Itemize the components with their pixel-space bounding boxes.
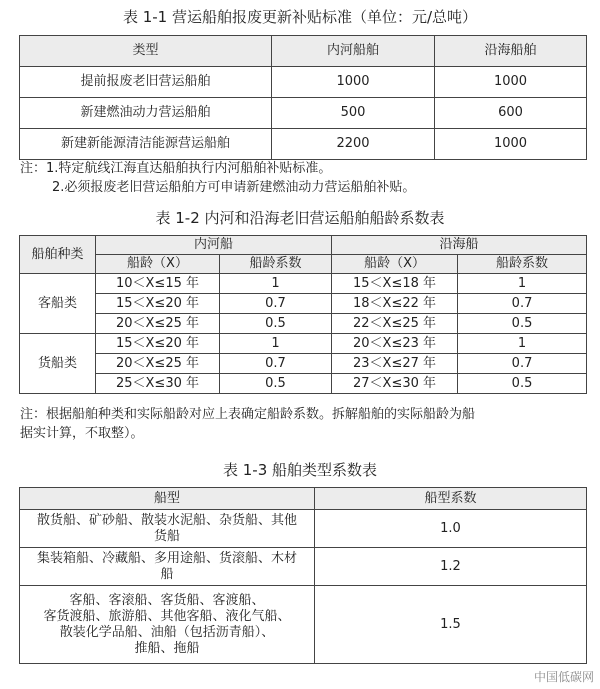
table3-text-line: 推船、拖船 [134, 640, 200, 656]
table2-cell: 0.5 [220, 314, 332, 334]
table-row [20, 274, 587, 294]
table3-header-shiptype: 船型 [20, 488, 315, 510]
table1-cell: 500 [272, 98, 435, 129]
table2-cell: 10＜X≤15 年 [96, 274, 220, 294]
table2-header-inland: 内河船 [96, 236, 332, 255]
table1-cell: 新建燃油动力营运船舶 [20, 98, 272, 129]
table3-text-line: 船 [160, 566, 174, 582]
table2-cell: 1 [220, 274, 332, 294]
table2-cell: 0.7 [458, 354, 587, 374]
table-row [20, 510, 587, 548]
table2-subheader-age: 船龄（X） [96, 255, 220, 274]
table1-header-type: 类型 [20, 36, 272, 67]
table2-subheader-row [20, 255, 587, 274]
table2-cell: 0.5 [458, 374, 587, 394]
table1-cell: 1000 [435, 67, 587, 98]
table3-text-line: 客货渡船、旅游船、其他客船、液化气船、 [43, 608, 291, 624]
table2-cell: 15＜X≤20 年 [96, 294, 220, 314]
table1-cell: 新建新能源清洁能源营运船舶 [20, 129, 272, 160]
table1-note-2: 2.必须报废老旧营运船舶方可申请新建燃油动力营运船舶补贴。 [52, 180, 416, 195]
table2-cell: 22＜X≤25 年 [332, 314, 458, 334]
table2-cell: 25＜X≤30 年 [96, 374, 220, 394]
table-row [20, 374, 587, 394]
table2-cell: 1 [458, 334, 587, 354]
table2-header-row [20, 236, 587, 255]
table1-cell: 2200 [272, 129, 435, 160]
table2-cell: 0.7 [220, 294, 332, 314]
table3-header-coef: 船型系数 [315, 488, 587, 510]
table-row [20, 354, 587, 374]
table3-shiptype-cell [20, 510, 315, 548]
table2-cell: 20＜X≤25 年 [96, 354, 220, 374]
table2-group-type: 客船类 [20, 274, 96, 334]
table2-cell: 23＜X≤27 年 [332, 354, 458, 374]
table1-cell: 提前报废老旧营运船舶 [20, 67, 272, 98]
table2-subheader-coef: 船龄系数 [458, 255, 587, 274]
table2-cell: 0.5 [458, 314, 587, 334]
table2-header-coastal: 沿海船 [332, 236, 587, 255]
table-row [20, 586, 587, 664]
table2-cell: 15＜X≤20 年 [96, 334, 220, 354]
table2-note-line1: 注：根据船舶种类和实际船龄对应上表确定船龄系数。拆解船舶的实际船龄为船 [20, 407, 476, 422]
table-row [20, 67, 587, 98]
table-row [20, 294, 587, 314]
table3-text-line: 散装化学品船、油船（包括沥青船）、 [59, 624, 275, 640]
table1-title: 表 1-1 营运船舶报废更新补贴标准（单位：元/总吨） [122, 8, 478, 26]
table-row [20, 98, 587, 129]
table2-cell: 0.7 [458, 294, 587, 314]
table1-header-coastal: 沿海船舶 [435, 36, 587, 67]
watermark: 中国低碳网 [533, 670, 594, 684]
table2 [19, 235, 587, 394]
table-row [20, 314, 587, 334]
table2-note-line2: 据实计算，不取整）。 [20, 426, 144, 441]
table-row [20, 548, 587, 586]
table3-text-line: 货船 [153, 528, 180, 544]
table2-subheader-coef: 船龄系数 [220, 255, 332, 274]
table3-text-line: 散货船、矿砂船、散装水泥船、杂货船、其他 [36, 512, 297, 528]
table2-cell: 15＜X≤18 年 [332, 274, 458, 294]
table3-coef-cell: 1.2 [315, 548, 587, 586]
table2-cell: 18＜X≤22 年 [332, 294, 458, 314]
table1 [19, 35, 587, 160]
table2-cell: 20＜X≤23 年 [332, 334, 458, 354]
table3-shiptype-cell [20, 586, 315, 664]
table1-cell: 600 [435, 98, 587, 129]
table1-note-1: 注：1.特定航线江海直达船舶执行内河船舶补贴标准。 [20, 161, 332, 176]
table-row [20, 129, 587, 160]
table2-title: 表 1-2 内河和沿海老旧营运船舶船龄系数表 [155, 209, 445, 227]
table2-cell: 20＜X≤25 年 [96, 314, 220, 334]
table3-coef-cell: 1.0 [315, 510, 587, 548]
table3-text-line: 集装箱船、冷藏船、多用途船、货滚船、木材 [36, 550, 297, 566]
table3-title: 表 1-3 船舶类型系数表 [222, 461, 378, 479]
table2-cell: 0.5 [220, 374, 332, 394]
table3-header-row [20, 488, 587, 510]
table3-shiptype-cell [20, 548, 315, 586]
table2-subheader-age: 船龄（X） [332, 255, 458, 274]
table2-cell: 0.7 [220, 354, 332, 374]
table2-header-type: 船舶种类 [20, 236, 96, 274]
table2-cell: 27＜X≤30 年 [332, 374, 458, 394]
table1-header-inland: 内河船舶 [272, 36, 435, 67]
table2-cell: 1 [220, 334, 332, 354]
table3-text-line: 客船、客滚船、客货船、客渡船、 [69, 592, 265, 608]
table3 [19, 487, 587, 664]
table1-cell: 1000 [272, 67, 435, 98]
table1-cell: 1000 [435, 129, 587, 160]
table-row [20, 334, 587, 354]
table3-coef-cell: 1.5 [315, 586, 587, 664]
table2-cell: 1 [458, 274, 587, 294]
table2-group-type: 货船类 [20, 334, 96, 394]
table1-header-row [20, 36, 587, 67]
